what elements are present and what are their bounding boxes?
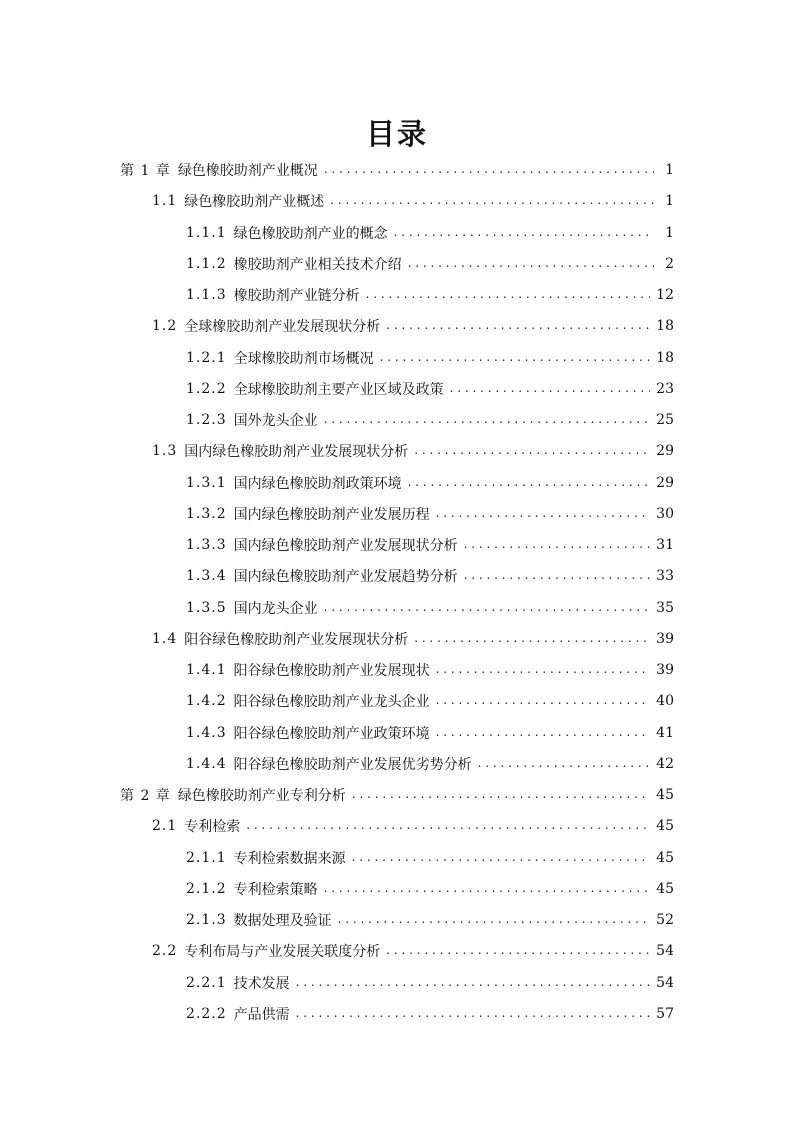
toc-entry-number: 1.4.4 bbox=[186, 755, 227, 772]
toc-entry-number: 2.2.2 bbox=[186, 1005, 227, 1022]
toc-entry[interactable] bbox=[152, 811, 674, 841]
toc-dot-leader bbox=[338, 905, 651, 935]
toc-entry-number: 2.1.2 bbox=[186, 880, 227, 897]
toc-entry-title: 数据处理及验证 bbox=[233, 913, 332, 929]
toc-entry-page: 23 bbox=[656, 380, 674, 397]
toc-entry-page: 1 bbox=[665, 193, 674, 210]
toc-entry[interactable] bbox=[186, 405, 674, 435]
toc-dot-leader bbox=[436, 499, 651, 529]
toc-entry[interactable] bbox=[186, 843, 674, 873]
toc-entry-number: 2.2.1 bbox=[186, 974, 227, 991]
toc-dot-leader bbox=[246, 811, 650, 841]
toc-entry[interactable] bbox=[186, 468, 674, 498]
toc-entry-page: 39 bbox=[656, 662, 674, 678]
toc-entry-page: 54 bbox=[656, 974, 674, 991]
toc-entry-page: 54 bbox=[656, 943, 674, 960]
toc-entry[interactable] bbox=[120, 155, 674, 185]
toc-entry[interactable] bbox=[186, 249, 674, 279]
toc-entry-title: 阳谷绿色橡胶助剂产业发展优劣势分析 bbox=[233, 756, 472, 773]
toc-dot-leader bbox=[380, 343, 651, 373]
toc-entry-page: 40 bbox=[656, 693, 674, 710]
toc-entry-page: 42 bbox=[656, 755, 674, 772]
toc-entry-page: 41 bbox=[656, 724, 674, 741]
toc-entry-number: 1.3 bbox=[152, 443, 178, 460]
toc-entry[interactable] bbox=[186, 530, 674, 560]
toc-entry-number: 第 1 章 bbox=[120, 163, 171, 179]
toc-entry-page: 33 bbox=[656, 568, 674, 585]
toc-entry[interactable] bbox=[186, 655, 674, 685]
toc-entry[interactable] bbox=[152, 624, 674, 654]
toc-entry-title: 专利检索策略 bbox=[233, 881, 318, 898]
toc-entry-page: 52 bbox=[656, 912, 674, 928]
toc-entry-title: 橡胶助剂产业链分析 bbox=[233, 288, 360, 304]
toc-dot-leader bbox=[324, 593, 651, 623]
toc-entry-number: 1.2.3 bbox=[186, 412, 227, 428]
toc-dot-leader bbox=[324, 874, 651, 904]
toc-entry[interactable] bbox=[186, 218, 674, 248]
toc-entry-number: 2.1.3 bbox=[186, 912, 227, 928]
toc-entry-title: 全球橡胶助剂主要产业区域及政策 bbox=[233, 381, 444, 398]
toc-entry-number: 1.3.1 bbox=[186, 474, 227, 491]
toc-entry-title: 国内龙头企业 bbox=[233, 600, 318, 617]
toc-entry-number: 第 2 章 bbox=[120, 788, 171, 804]
toc-entry-page: 29 bbox=[656, 443, 674, 460]
toc-entry-number: 1.1 bbox=[152, 193, 178, 210]
toc-entry-page: 18 bbox=[656, 318, 674, 335]
toc-dot-leader bbox=[386, 936, 650, 966]
toc-entry-title: 国内绿色橡胶助剂产业发展历程 bbox=[233, 506, 430, 523]
toc-entry[interactable] bbox=[152, 186, 674, 216]
toc-dot-leader bbox=[408, 249, 654, 279]
toc-entry-page: 29 bbox=[656, 474, 674, 491]
toc-entry-page: 18 bbox=[656, 349, 674, 366]
toc-entry[interactable] bbox=[186, 343, 674, 373]
toc-entry[interactable] bbox=[186, 374, 674, 404]
toc-dot-leader bbox=[464, 530, 651, 560]
toc-entry-number: 1.3.2 bbox=[186, 505, 227, 522]
toc-entry-number: 1.4 bbox=[152, 630, 178, 647]
toc-entry-title: 国内绿色橡胶助剂产业发展趋势分析 bbox=[233, 569, 458, 586]
toc-entry[interactable] bbox=[186, 999, 674, 1029]
toc-entry[interactable] bbox=[186, 968, 674, 998]
toc-entry[interactable] bbox=[120, 780, 674, 810]
toc-entry-title: 绿色橡胶助剂产业专利分析 bbox=[177, 788, 346, 804]
toc-dot-leader bbox=[414, 624, 650, 654]
toc-dot-leader bbox=[414, 436, 650, 466]
toc-dot-leader bbox=[296, 999, 651, 1029]
toc-entry-page: 39 bbox=[656, 630, 674, 647]
toc-entry-title: 绿色橡胶助剂产业的概念 bbox=[233, 225, 388, 242]
toc-dot-leader bbox=[386, 311, 650, 341]
toc-entry-title: 产品供需 bbox=[233, 1006, 290, 1023]
toc-entry[interactable] bbox=[186, 561, 674, 591]
toc-entry[interactable] bbox=[186, 905, 674, 935]
toc-title: 目录 bbox=[365, 117, 428, 151]
toc-entry-page: 45 bbox=[656, 880, 674, 897]
toc-dot-leader bbox=[296, 968, 651, 998]
toc-dot-leader bbox=[366, 280, 651, 310]
toc-dot-leader bbox=[394, 218, 654, 248]
toc-entry-page: 57 bbox=[656, 1005, 674, 1022]
toc-dot-leader bbox=[436, 655, 651, 685]
toc-dot-leader bbox=[324, 155, 654, 185]
toc-entry-title: 阳谷绿色橡胶助剂产业龙头企业 bbox=[233, 694, 430, 711]
toc-entry-number: 2.1.1 bbox=[186, 849, 227, 866]
toc-entry-number: 1.2 bbox=[152, 318, 178, 335]
toc-dot-leader bbox=[330, 186, 654, 216]
toc-entry-page: 45 bbox=[656, 849, 674, 866]
toc-entry-title: 技术发展 bbox=[233, 975, 290, 992]
toc-dot-leader bbox=[464, 561, 651, 591]
toc-entry-title: 绿色橡胶助剂产业概述 bbox=[184, 194, 325, 211]
toc-entry-page: 2 bbox=[665, 255, 674, 272]
toc-dot-leader bbox=[408, 468, 651, 498]
toc-dot-leader bbox=[450, 374, 651, 404]
toc-entry-number: 1.2.2 bbox=[186, 380, 227, 397]
toc-entry-title: 橡胶助剂产业相关技术介绍 bbox=[233, 256, 402, 273]
toc-entry-title: 国内绿色橡胶助剂产业发展现状分析 bbox=[184, 444, 409, 461]
toc-entry-number: 1.3.4 bbox=[186, 568, 227, 585]
toc-entry-title: 绿色橡胶助剂产业概况 bbox=[177, 163, 318, 179]
toc-entry[interactable] bbox=[152, 436, 674, 466]
toc-entry-title: 阳谷绿色橡胶助剂产业发展现状 bbox=[233, 663, 430, 679]
toc-entry[interactable] bbox=[186, 749, 674, 779]
toc-entry[interactable] bbox=[186, 718, 674, 748]
toc-entry-page: 1 bbox=[665, 162, 674, 178]
toc-dot-leader bbox=[352, 843, 651, 873]
toc-entry-number: 1.1.2 bbox=[186, 255, 227, 272]
toc-entry-title: 阳谷绿色橡胶助剂产业发展现状分析 bbox=[184, 631, 409, 648]
toc-entry[interactable] bbox=[186, 280, 674, 310]
toc-entry-number: 1.4.3 bbox=[186, 724, 227, 741]
toc-dot-leader bbox=[478, 749, 651, 779]
toc-entry-page: 45 bbox=[656, 787, 674, 803]
toc-entry-number: 1.4.2 bbox=[186, 693, 227, 710]
toc-entry[interactable] bbox=[186, 593, 674, 623]
toc-entry-number: 1.1.1 bbox=[186, 224, 227, 241]
toc-entry-title: 专利布局与产业发展关联度分析 bbox=[184, 944, 381, 961]
toc-entry-page: 45 bbox=[656, 818, 674, 835]
toc-entry-page: 1 bbox=[665, 224, 674, 241]
toc-dot-leader bbox=[436, 718, 651, 748]
toc-entry-title: 国内绿色橡胶助剂政策环境 bbox=[233, 475, 402, 492]
toc-entry[interactable] bbox=[186, 499, 674, 529]
toc-entry-page: 30 bbox=[656, 505, 674, 522]
toc-entry[interactable] bbox=[186, 686, 674, 716]
toc-entry-page: 31 bbox=[656, 537, 674, 553]
toc-entry-page: 35 bbox=[656, 599, 674, 616]
toc-entry-title: 全球橡胶助剂市场概况 bbox=[233, 350, 374, 367]
toc-entry[interactable] bbox=[152, 311, 674, 341]
toc-entry-title: 专利检索 bbox=[184, 819, 241, 836]
toc-entry-number: 1.2.1 bbox=[186, 349, 227, 366]
toc-entry-page: 25 bbox=[656, 412, 674, 428]
toc-entry[interactable] bbox=[152, 936, 674, 966]
toc-entry-title: 阳谷绿色橡胶助剂产业政策环境 bbox=[233, 725, 430, 742]
toc-entry-page: 12 bbox=[656, 287, 674, 303]
toc-entry-number: 1.3.3 bbox=[186, 537, 227, 553]
toc-entry-number: 2.1 bbox=[152, 818, 178, 835]
toc-entry-number: 1.1.3 bbox=[186, 287, 227, 303]
toc-dot-leader bbox=[324, 405, 651, 435]
toc-dot-leader bbox=[352, 780, 650, 810]
toc-entry-title: 国外龙头企业 bbox=[233, 413, 318, 429]
toc-entry-title: 全球橡胶助剂产业发展现状分析 bbox=[184, 319, 381, 336]
toc-entry-number: 2.2 bbox=[152, 943, 178, 960]
toc-entry-number: 1.3.5 bbox=[186, 599, 227, 616]
toc-entry-number: 1.4.1 bbox=[186, 662, 227, 678]
toc-dot-leader bbox=[436, 686, 651, 716]
toc-entry[interactable] bbox=[186, 874, 674, 904]
toc-entry-title: 专利检索数据来源 bbox=[233, 850, 346, 867]
toc-entry-title: 国内绿色橡胶助剂产业发展现状分析 bbox=[233, 538, 458, 554]
